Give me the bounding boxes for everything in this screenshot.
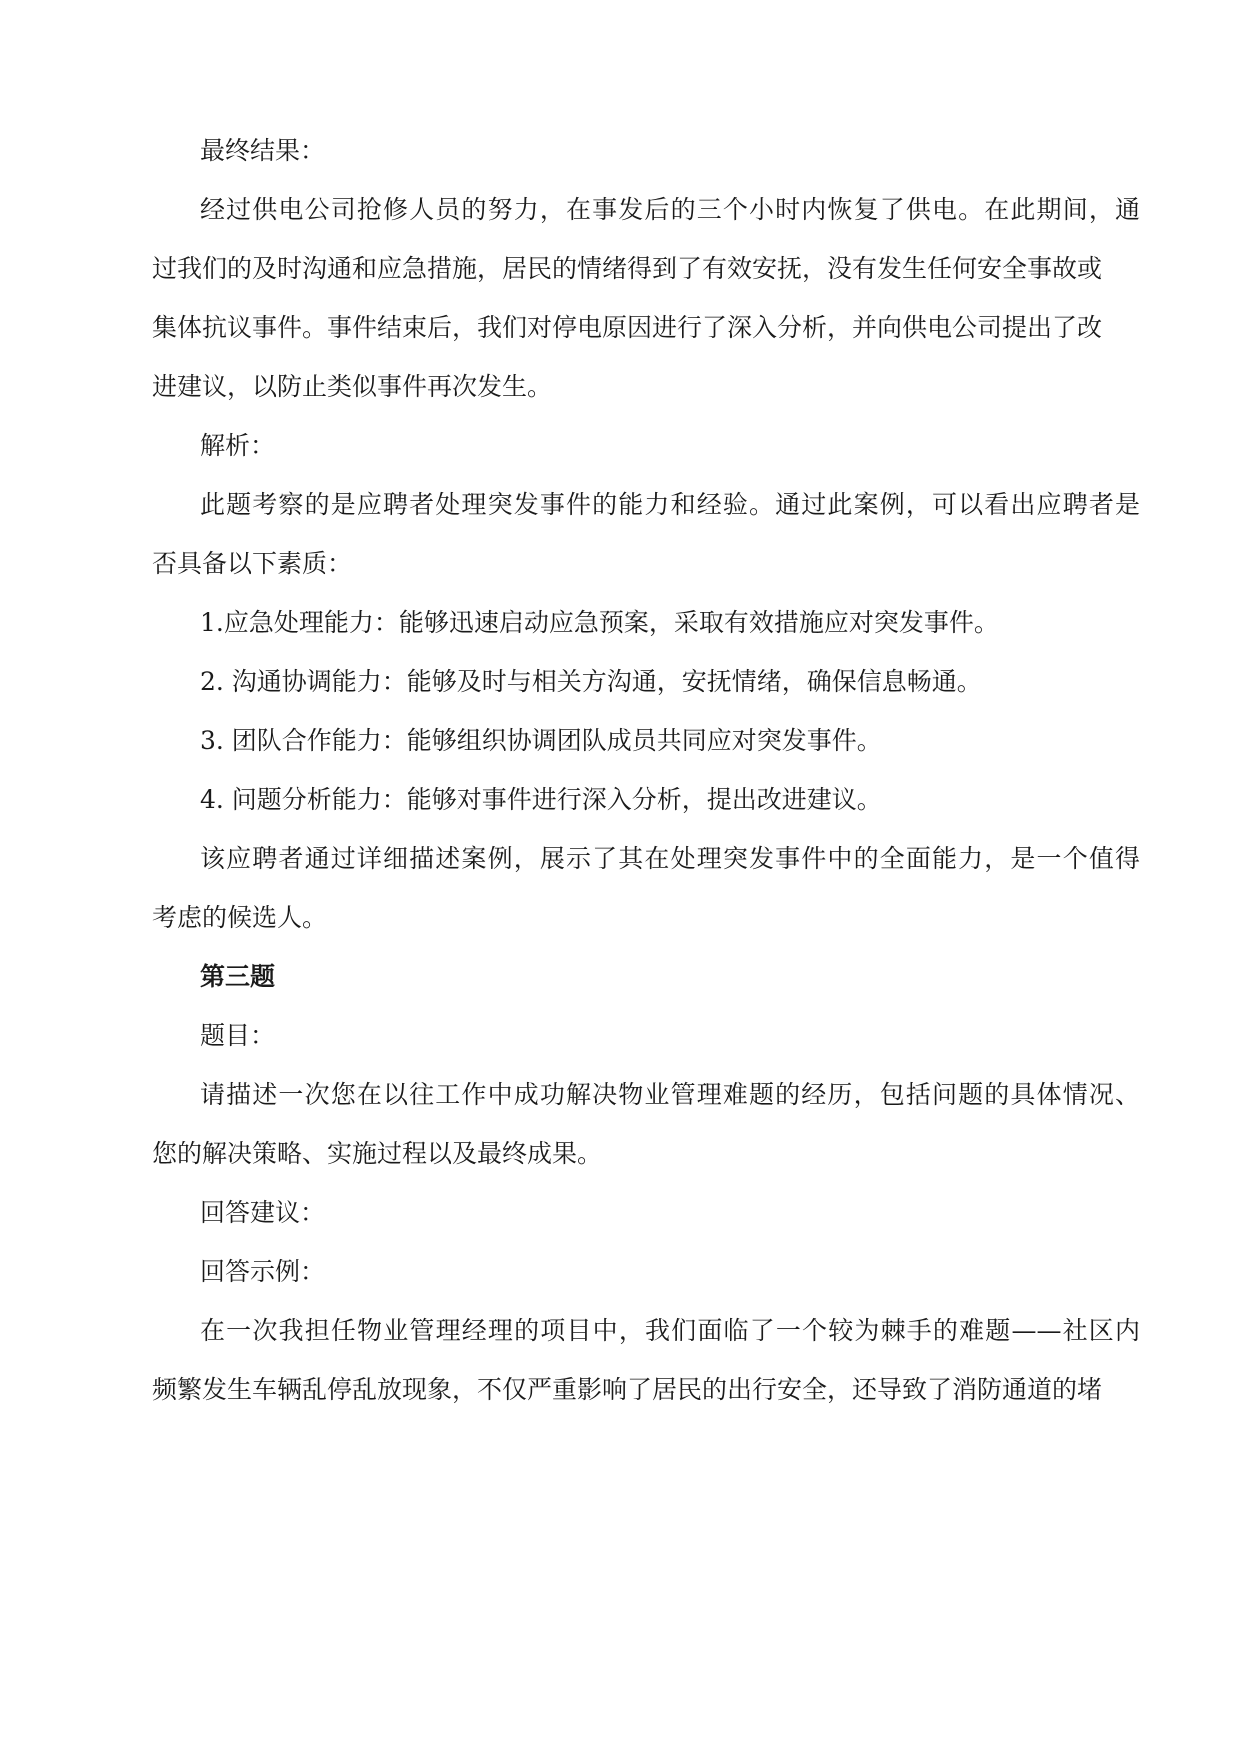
question-label: 题目： xyxy=(200,1021,276,1050)
conclusion-line-2: 考虑的候选人。 xyxy=(152,903,328,932)
answer-example-label: 回答示例： xyxy=(200,1257,326,1286)
result-text-line-1: 经过供电公司抢修人员的努力，在事发后的三个小时内恢复了供电。在此期间，通 xyxy=(200,195,1140,224)
section-heading: 第三题 xyxy=(200,962,276,991)
analysis-text-line-1: 此题考察的是应聘者处理突发事件的能力和经验。通过此案例，可以看出应聘者是 xyxy=(200,490,1140,519)
analysis-label: 解析： xyxy=(200,431,276,460)
result-text-line-2: 过我们的及时沟通和应急措施，居民的情绪得到了有效安抚，没有发生任何安全事故或 xyxy=(152,254,1103,283)
list-item-4: 4. 问题分析能力：能够对事件进行深入分析，提出改进建议。 xyxy=(200,785,882,814)
result-text-line-3: 集体抗议事件。事件结束后，我们对停电原因进行了深入分析，并向供电公司提出了改 xyxy=(152,313,1103,342)
list-item-3: 3. 团队合作能力：能够组织协调团队成员共同应对突发事件。 xyxy=(200,726,882,755)
list-item-1: 1.应急处理能力：能够迅速启动应急预案，采取有效措施应对突发事件。 xyxy=(200,608,999,637)
result-text-line-4: 进建议，以防止类似事件再次发生。 xyxy=(152,372,553,401)
analysis-text-line-2: 否具备以下素质： xyxy=(152,549,353,578)
question-text-line-2: 您的解决策略、实施过程以及最终成果。 xyxy=(152,1139,603,1168)
list-item-2: 2. 沟通协调能力：能够及时与相关方沟通，安抚情绪，确保信息畅通。 xyxy=(200,667,982,696)
example-text-line-2: 频繁发生车辆乱停乱放现象，不仅严重影响了居民的出行安全，还导致了消防通道的堵 xyxy=(152,1375,1103,1404)
question-text-line-1: 请描述一次您在以往工作中成功解决物业管理难题的经历，包括问题的具体情况、 xyxy=(200,1080,1140,1109)
answer-suggestion-label: 回答建议： xyxy=(200,1198,326,1227)
example-text-line-1: 在一次我担任物业管理经理的项目中，我们面临了一个较为棘手的难题——社区内 xyxy=(200,1316,1140,1345)
conclusion-line-1: 该应聘者通过详细描述案例，展示了其在处理突发事件中的全面能力，是一个值得 xyxy=(200,844,1140,873)
result-label: 最终结果： xyxy=(200,136,326,165)
